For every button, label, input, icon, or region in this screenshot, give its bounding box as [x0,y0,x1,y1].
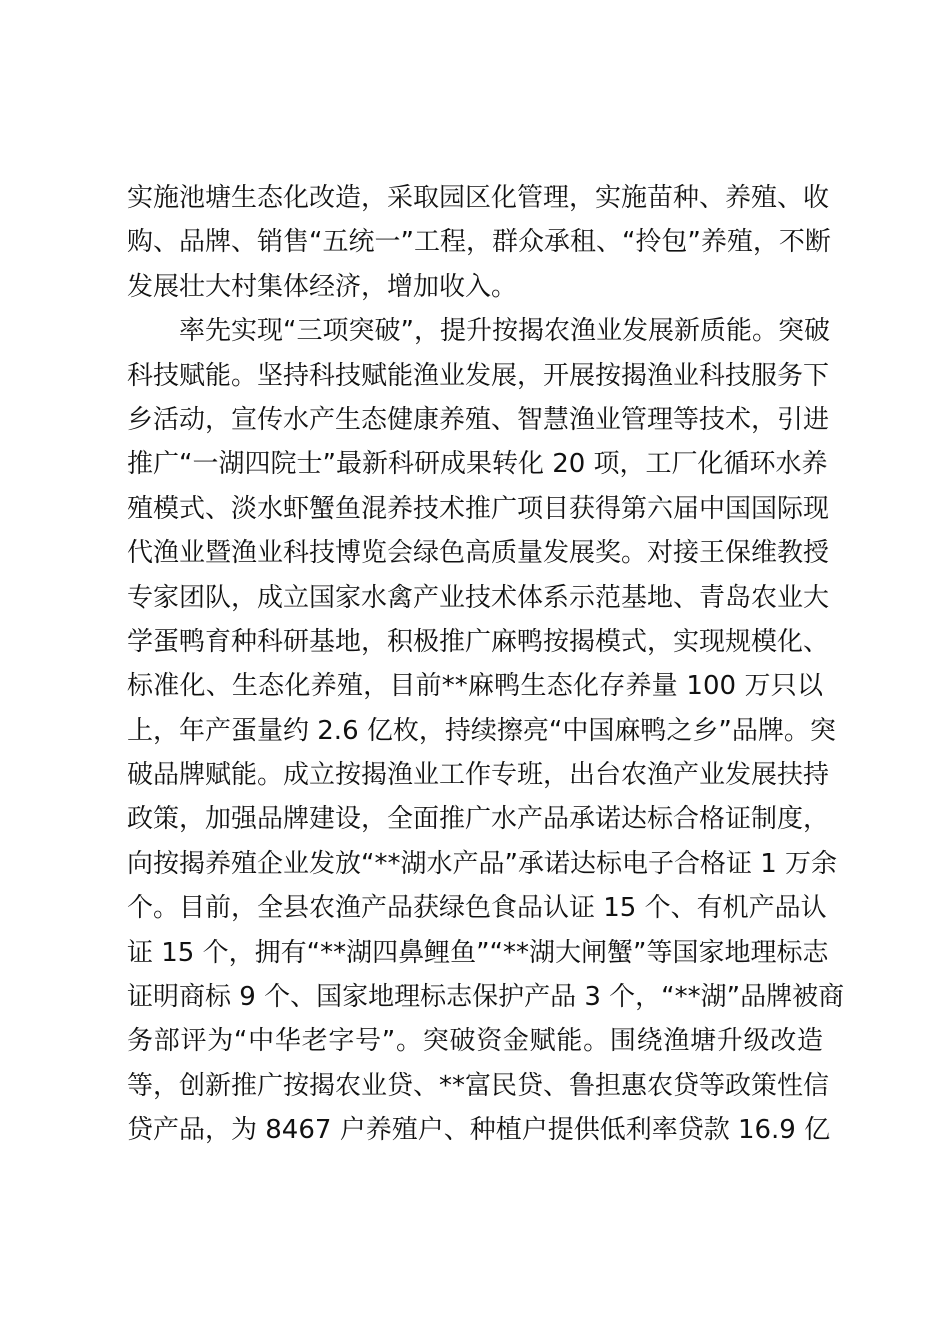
text-line: 学蛋鸭育种科研基地，积极推广麻鸭按揭模式，实现规模化、 [127,626,830,657]
text-line: 实施池塘生态化改造，采取园区化管理，实施苗种、养殖、收 [127,183,830,213]
text-line: 贷产品，为 8467 户养殖户、种植户提供低利率贷款 16.9 亿 [127,1115,831,1146]
text-line: 个。目前，全县农渔产品获绿色食品认证 15 个、有机产品认 [127,893,827,924]
text-line: 务部评为“中华老字号”。突破资金赋能。围绕渔塘升级改造 [127,1026,823,1057]
text-line: 代渔业暨渔业科技博览会绿色高质量发展奖。对接王保维教授 [127,538,830,569]
text-line: 证 15 个，拥有“**湖四鼻鲤鱼”“**湖大闸蟹”等国家地理标志 [127,937,829,968]
text-line: 政策，加强品牌建设，全面推广水产品承诺达标合格证制度， [127,804,830,835]
text-line: 向按揭养殖企业发放“**湖水产品”承诺达标电子合格证 1 万余 [127,848,838,879]
text-line: 上，年产蛋量约 2.6 亿枚，持续擦亮“中国麻鸭之乡”品牌。突 [127,715,836,746]
text-line: 推广“一湖四院士”最新科研成果转化 20 项，工厂化循环水养 [127,449,828,480]
text-line: 专家团队，成立国家水禽产业技术体系示范基地、青岛农业大 [127,582,830,613]
text-line: 发展壮大村集体经济，增加收入。 [127,271,518,302]
text-line: 购、品牌、销售“五统一”工程，群众承租、“拎包”养殖，不断 [127,227,831,258]
text-line: 标准化、生态化养殖，目前**麻鸭生态化存养量 100 万只以 [127,671,823,702]
body-text [127,176,845,1153]
text-line: 破品牌赋能。成立按揭渔业工作专班，出台农渔产业发展扶持 [127,760,830,791]
text-line: 等，创新推广按揭农业贷、**富民贷、鲁担惠农贷等政策性信 [127,1070,830,1101]
text-line: 证明商标 9 个、国家地理标志保护产品 3 个，“**湖”品牌被商 [127,982,845,1013]
text-line: 殖模式、淡水虾蟹鱼混养技术推广项目获得第六届中国国际现 [127,493,830,524]
paragraph-first-line: 率先实现“三项突破”，提升按揭农渔业发展新质能。突破 [179,316,830,347]
text-line: 乡活动，宣传水产生态健康养殖、智慧渔业管理等技术，引进 [127,404,830,435]
text-line: 科技赋能。坚持科技赋能渔业发展，开展按揭渔业科技服务下 [127,360,830,391]
